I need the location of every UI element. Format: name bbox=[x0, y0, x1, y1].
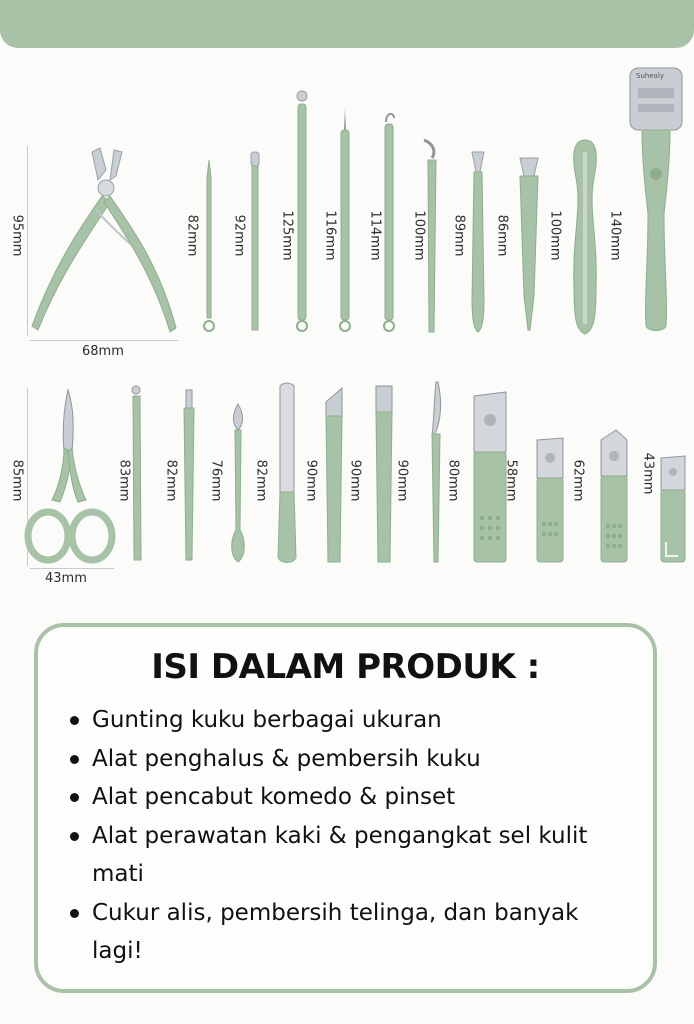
bullet-icon bbox=[70, 832, 79, 841]
row2-tool-5-nail-file bbox=[274, 382, 300, 566]
product-contents-title: ISI DALAM PRODUK : bbox=[151, 647, 540, 687]
callus-shaver-brand: Suhealy bbox=[636, 72, 664, 80]
tool-4-pusher bbox=[294, 88, 310, 336]
tool-9-tweezers bbox=[514, 156, 544, 336]
row2-tool-4-label: 76mm bbox=[208, 459, 224, 502]
list-item-text: Gunting kuku berbagai ukuran bbox=[92, 707, 442, 733]
row2-tool-2-earpick bbox=[128, 384, 146, 566]
list-item-text: Alat perawatan kaki & pengangkat sel kulit mati bbox=[92, 822, 588, 887]
cuticle-nipper-tool bbox=[26, 140, 186, 340]
nipper-height-label: 95mm bbox=[9, 214, 25, 257]
tool-11-callus-shaver bbox=[626, 64, 686, 336]
list-item-text: Alat penghalus & pembersih kuku bbox=[92, 745, 481, 772]
row2-tool-7-label: 90mm bbox=[347, 459, 363, 502]
row2-tool-8-scoop bbox=[424, 380, 448, 566]
row2-tool-6-slant-tweezers bbox=[322, 386, 346, 566]
tool-6-hook bbox=[380, 108, 398, 336]
list-item-text: Cukur alis, pembersih telinga, dan banyak lagi! bbox=[92, 899, 579, 964]
tool-9-label: 86mm bbox=[494, 214, 510, 257]
row2-tool-11-toenail-clipper bbox=[598, 428, 630, 566]
list-item bbox=[70, 778, 635, 817]
row2-tool-6-label: 90mm bbox=[303, 459, 319, 502]
list-item bbox=[70, 817, 635, 894]
tool-7-hook-file bbox=[420, 136, 444, 336]
list-item bbox=[70, 701, 635, 740]
tool-8-label: 89mm bbox=[451, 214, 467, 257]
tool-2-pusher bbox=[202, 158, 216, 336]
row2-tool-5-label: 82mm bbox=[253, 459, 269, 502]
bullet-icon bbox=[70, 793, 79, 802]
row2-tool-12-small-clipper bbox=[658, 454, 688, 566]
product-contents-card bbox=[34, 623, 657, 993]
tool-3-file bbox=[248, 150, 262, 335]
product-contents-list bbox=[70, 701, 635, 971]
row2-tool-3-label: 82mm bbox=[163, 459, 179, 502]
scissors-height-label: 85mm bbox=[9, 459, 25, 502]
row2-tool-11-label: 62mm bbox=[570, 459, 586, 502]
scissors-width-line bbox=[30, 568, 114, 569]
tool-4-label: 125mm bbox=[279, 210, 295, 261]
tool-8-remover bbox=[466, 150, 490, 336]
tool-7-label: 100mm bbox=[411, 210, 427, 261]
bullet-icon bbox=[70, 909, 79, 918]
list-item-text: Alat pencabut komedo & pinset bbox=[92, 784, 456, 810]
list-item bbox=[70, 740, 635, 779]
row2-tool-10-label: 58mm bbox=[503, 459, 519, 502]
row2-tool-2-label: 83mm bbox=[116, 459, 132, 502]
tool-6-label: 114mm bbox=[367, 210, 383, 261]
header-band bbox=[0, 0, 694, 48]
scissors-width-label: 43mm bbox=[45, 571, 87, 586]
tool-5-label: 116mm bbox=[322, 210, 338, 261]
nipper-width-label: 68mm bbox=[82, 344, 124, 359]
bullet-icon bbox=[70, 716, 79, 725]
row2-tool-7-flat-tweezers bbox=[372, 384, 396, 566]
row2-tool-4-double-pusher bbox=[226, 400, 250, 566]
row2-tool-3-blade bbox=[178, 388, 200, 566]
row2-tool-8-label: 90mm bbox=[394, 459, 410, 502]
bullet-icon bbox=[70, 755, 79, 764]
list-item bbox=[70, 894, 635, 971]
tool-10-label: 100mm bbox=[547, 210, 563, 261]
tool-5-pick bbox=[337, 106, 353, 336]
scissors-tool bbox=[24, 388, 120, 566]
row2-tool-9-label: 80mm bbox=[445, 459, 461, 502]
tool-2-label: 82mm bbox=[184, 214, 200, 257]
row2-tool-12-label: 43mm bbox=[640, 452, 656, 495]
tool-3-label: 92mm bbox=[231, 214, 247, 257]
tool-10-file-board bbox=[568, 138, 602, 336]
footer-band bbox=[0, 1010, 694, 1024]
nipper-width-line bbox=[30, 340, 178, 341]
tool-11-label: 140mm bbox=[607, 210, 623, 261]
row2-tool-10-clipper bbox=[534, 436, 566, 566]
